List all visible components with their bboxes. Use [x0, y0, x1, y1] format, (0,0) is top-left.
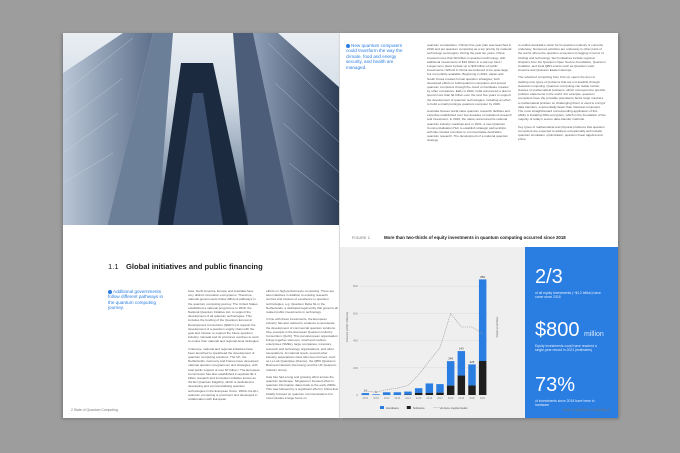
legend-swatch	[380, 406, 384, 409]
pull-quote-left	[108, 289, 166, 311]
bar-hardware	[436, 384, 443, 393]
figure-title: More than two-thirds of equity investments in quantum computing occurred since 2018	[384, 235, 566, 240]
bar-hardware	[468, 364, 475, 385]
legend-label: Software	[412, 406, 425, 410]
investment-chart	[340, 247, 525, 418]
y-tick-label: 400	[352, 338, 358, 343]
bar-software	[447, 386, 454, 395]
right-page	[340, 33, 618, 418]
bar-software	[458, 376, 465, 395]
data-label: 850	[480, 274, 486, 279]
body-column-4	[518, 43, 606, 144]
x-tick-label: 2001	[362, 397, 369, 400]
body-column-2	[266, 289, 338, 403]
bar-software	[426, 393, 433, 395]
stat-value: 2/3	[535, 266, 563, 288]
y-tick-label: 200	[352, 365, 358, 370]
data-label: 225	[469, 359, 475, 364]
stat-block-2	[535, 320, 605, 352]
section-number: 1.1	[108, 262, 119, 271]
body-column-3	[427, 43, 512, 146]
chart-svg	[340, 247, 525, 418]
x-tick-label: 2012	[383, 397, 390, 400]
bar-software	[479, 361, 486, 395]
bar-software	[468, 385, 475, 395]
pull-quote-text: New quantum computers could transform the way the climate, food and energy security, and health are managed.	[346, 43, 403, 70]
data-label: 14	[363, 388, 367, 393]
legend-label: Venture capital deals	[439, 406, 468, 410]
bar-hardware	[362, 393, 369, 395]
y-axis-label-right: Deals (number)	[495, 316, 499, 338]
pull-quote-text: Additional governments follow different pathways in the quantum computing journey.	[108, 289, 164, 311]
stat-value: $800	[535, 319, 580, 341]
bullet-icon	[346, 44, 350, 48]
data-label: 143	[458, 346, 464, 351]
x-tick-label: 2016	[426, 397, 433, 400]
line-series-vc-deals	[365, 313, 482, 392]
x-tick-label: 2015	[415, 397, 422, 400]
x-tick-label: 2020	[469, 397, 475, 400]
body-column-1	[188, 289, 260, 404]
stat-description: of investments since 2018 have been in hardware	[535, 399, 595, 408]
x-tick-label: 2013	[394, 397, 401, 400]
paragraph: efforts on high-performance computing. There are also initiatives in addition to existing research centres and clusters of excellence in quantum technologies, e.g. Quantum Delta NL in the Netherlands, a dedicated legal entity that governs all related public investments in technology.	[266, 289, 338, 315]
y-tick-label: 800	[352, 284, 358, 289]
stats-panel	[525, 247, 618, 418]
stat-value: 73%	[535, 374, 576, 396]
x-tick-label: 2014	[405, 397, 411, 400]
paragraph: In Europe, national and regional initiatives have been launched to spearhead the development of quantum computing solutions. The UK, the Netherlands, Germany and France have developed national quantum programmes and strategies, with total public support of over $7 billion.¹ The European Commission has also established a separate $1.1 billion research and innovation initiative known as the EU Quantum Flagship, which is dedicated to developing and commercialising quantum technologies in the European Union. Within the EU, quantum computing is prominent and developed in collaboration with European	[188, 346, 260, 402]
page-footer-right: State of Quantum Computing 3	[563, 408, 610, 412]
bar-software	[436, 393, 443, 395]
page-footer-left: 2 State of Quantum Computing	[71, 408, 118, 412]
stat-description: Equity investments could have reached a single-year record in 2021 (estimates)	[535, 344, 597, 353]
x-tick-label: 2018	[447, 397, 454, 400]
bar-hardware	[404, 392, 411, 395]
x-tick-label: 2002	[373, 397, 379, 400]
pull-quote-right	[346, 43, 406, 70]
x-tick-label: 2019	[458, 397, 465, 400]
bar-hardware	[426, 383, 433, 393]
stat-block-1	[535, 267, 605, 299]
x-tick-label: 2021	[479, 397, 486, 400]
paragraph: to outline Australia's vision for its quantum industry is currently underway. Numerous activities are underway in other parts of the world, where the quantum ecosystem is lagging in terms of funding and technology. Such initiatives include regional chapters from the Quantum Open Source Foundation, Quantum Coalition, and local QBN events such as Quantum Latin America and Quantum Eastern Europe.	[518, 43, 606, 73]
left-page	[63, 33, 340, 418]
legend-swatch	[407, 406, 411, 409]
stat-block-3	[535, 375, 605, 407]
section-title: Global initiatives and public financing	[126, 262, 263, 271]
skyscrapers-illustration	[63, 33, 340, 225]
bar-hardware	[372, 394, 379, 395]
y-axis-label: Amount (USD millions)	[345, 311, 349, 343]
data-label: 5	[375, 389, 377, 394]
bar-software	[415, 393, 422, 395]
bar-hardware	[458, 351, 465, 375]
bar-hardware	[479, 279, 486, 361]
paragraph: quantum computation. China's five-year plan was launched in 2016 and put quantum computing as a top priority for national technology sovereignty. During the past ten years, China invested more than $4 billion in quantum technology, with additional investments of $10 billion in a start-up fund.² Longer-term plans include up to $15 billion of public investments.³ Efforts in China are believed to be quite large, but not publicly available. Beginning in 2010, Japan and South Korea created formal quantum strategies; both developed efforts to build quantum computers and access quantum computers through the cloud on hardware created by other companies. Early in 2022, India announced a plan to spend more than $1 billion over the next five years to support the development of quantum technologies, including an effort to build a small prototype quantum computer by 2026.	[427, 43, 512, 106]
y-tick-label: 600	[352, 311, 358, 316]
bar-hardware	[383, 392, 390, 395]
figure-label: FIGURE 2	[352, 236, 371, 240]
bar-hardware	[415, 388, 422, 393]
stat-unit: million	[583, 331, 604, 338]
bullet-icon	[108, 290, 112, 294]
paragraph: Asia, North America, Europe and Australia have very distinct innovation ecosystems. Therefore, national governments follow different pathways in the quantum computing journey. The United States established a national programme in 2018, the National Quantum Initiative Act, to support the development of all quantum technologies. This includes the funding of the Quantum Economic Development Consortium (QED-C) to support the development of a quantum supply chain with the goal and mission to support the future quantum industry. Canada and its provinces continue to work to evolve their national and regional-level strategies.	[188, 289, 260, 344]
hero-image	[63, 33, 340, 225]
bar-hardware	[394, 392, 401, 395]
paragraph: In line with these investments, the European industry has also started to coalesce to accelerate the development of commercial quantum solutions. One example is the European Quantum Industry Consortium (QuIC). This pan-European organisation brings together start-ups, small and medium enterprises (SMEs), large companies, investors, research and technology organisations, and other associations. At national levels, several other industry associations have also been formed, such as Le Lab Quantique (France), the QBN (Quantum Business Network (Germany) and the UK Quantum Industry Group.	[266, 317, 338, 372]
paragraph: Asia has had a long and growing effort across the quantum landscape. Singapore's focused effort in quantum information dates back to the early 2000s. This was followed by a significant effort in China that initially focused on quantum communications but now includes a large focus on	[266, 374, 338, 400]
bar-hardware	[447, 361, 454, 385]
x-tick-label: 2017	[437, 397, 443, 400]
paragraph: Australia houses world-class quantum research facilities and expertise established over two decades of sustained research and investment. In 2023, the nation announced its national quantum industry roadmap and, in 2021, a new Quantum Commercialisation Hub to establish strategic partnerships with like-minded countries to commercialise Australia's quantum research. The development of a national quantum strategy	[427, 109, 512, 143]
stat-description: of all equity investments (~$4.2 billion) have come since 2018	[535, 291, 601, 300]
paragraph: Key types of mathematical and physical problems that quantum computers are expected to address exceptionally well include quantum simulation, optimization, quantum linear algebra and prime	[518, 124, 605, 142]
y-tick-label: 0	[356, 393, 358, 397]
legend-label: Hardware	[386, 406, 400, 410]
data-label: 249	[448, 356, 454, 361]
paragraph: The rebuild of computing from 'bits up' opens the door to tackling new types of problems that are not feasible through classical computing. Quantum computing can tackle certain classes of mathematical problems, which correspond to specific problem statements in the world. For example, quantum computers have the provable potential to factor large numbers, a mathematical problem so challenging that it is used to encrypt data transfers, exponentially faster than classical computers. The most straightforward corresponding application of this ability is breaking RSA encryption, which is the foundation of the majority of today's secure data-transfer methods.	[518, 75, 606, 122]
